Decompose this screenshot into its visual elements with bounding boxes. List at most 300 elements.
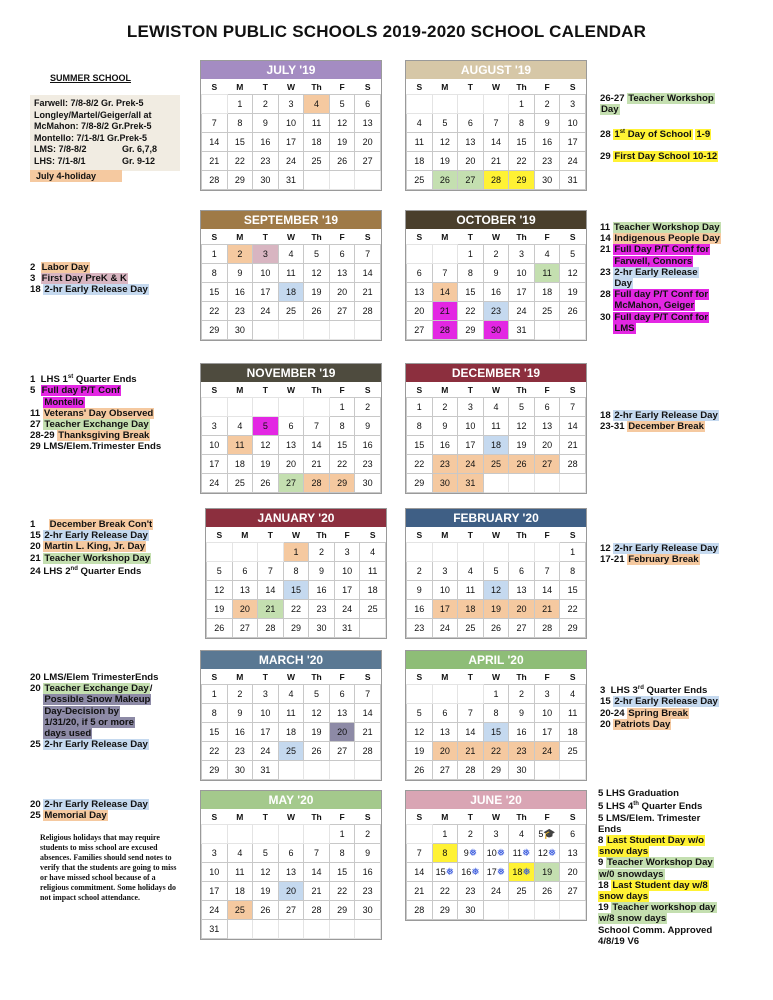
day-cell: 3	[202, 844, 228, 863]
empty-day-cell	[560, 474, 586, 493]
day-cell: 20	[329, 723, 355, 742]
week-row	[407, 863, 586, 882]
day-cell: 20	[534, 436, 560, 455]
day-cell: 10	[202, 436, 228, 455]
day-cell: 30	[309, 619, 335, 638]
empty-day-cell	[407, 685, 433, 704]
weekday-label: Th	[516, 81, 527, 92]
day-cell: 26	[253, 901, 279, 920]
day-cell: 5	[304, 685, 330, 704]
day-cell: 21	[534, 600, 560, 619]
day-cell: 30	[253, 171, 279, 190]
note-line: 26-27 Teacher Workshop	[600, 93, 714, 104]
day-cell: 25	[458, 619, 484, 638]
day-cell: 6	[534, 398, 560, 417]
day-cell: 2	[309, 543, 335, 562]
day-cell: 11	[560, 704, 586, 723]
month-header: MARCH '20	[201, 651, 381, 669]
day-cell: 15	[483, 723, 509, 742]
day-cell: 4	[458, 562, 484, 581]
weekday-label: M	[236, 231, 244, 242]
day-cell: 2	[227, 685, 253, 704]
note-line: 20 Teacher Exchange Day/	[30, 683, 153, 695]
weekday-label: M	[236, 671, 244, 682]
day-cell: 13	[560, 844, 586, 863]
day-cell: 31	[278, 171, 304, 190]
day-cell: 9	[227, 704, 253, 723]
weekday-label: S	[569, 671, 576, 682]
day-cell: 14	[258, 581, 284, 600]
week-row	[407, 114, 586, 133]
day-cell: 8	[329, 844, 355, 863]
month-header: OCTOBER '19	[406, 211, 586, 229]
notes-april	[600, 683, 765, 730]
week-row	[202, 920, 381, 939]
week-row	[202, 685, 381, 704]
weekday-label: Th	[516, 529, 527, 540]
day-cell: 14	[458, 723, 484, 742]
day-cell: 3	[278, 95, 304, 114]
note-line: LMS	[614, 322, 635, 334]
day-cell: 23	[432, 455, 458, 474]
day-cell: 28	[355, 742, 381, 761]
page-title: LEWISTON PUBLIC SCHOOLS 2019-2020 SCHOOL CALENDAR	[126, 22, 647, 41]
day-cell: 26	[407, 761, 433, 780]
day-cell: 16	[309, 581, 335, 600]
day-cell: 23	[227, 302, 253, 321]
day-cell: 27	[458, 171, 484, 190]
day-cell: 27	[278, 901, 304, 920]
day-cell: 12	[407, 723, 433, 742]
day-cell: 20	[458, 152, 484, 171]
day-cell: 10	[560, 114, 586, 133]
calendar-december-2019	[405, 363, 587, 494]
note-line: 3 LHS 3rd Quarter Ends	[600, 685, 708, 697]
weekday-label: Th	[311, 231, 322, 242]
day-cell: 25	[227, 474, 253, 493]
day-cell: 18	[407, 152, 433, 171]
note-line: 20 Patriots Day	[600, 718, 671, 730]
snowflake-icon: ❅	[547, 847, 557, 859]
day-cell: 14	[407, 863, 433, 882]
day-cell: 16	[227, 723, 253, 742]
week-row	[407, 543, 586, 562]
note-line: 15 2-hr Early Release Day	[30, 530, 148, 542]
notes-september	[30, 262, 195, 296]
day-cell: 12	[329, 114, 355, 133]
day-cell: 20	[232, 600, 258, 619]
weekday-label: T	[467, 811, 473, 822]
empty-day-cell	[560, 901, 586, 920]
week-row	[202, 171, 381, 190]
day-cell: 13	[458, 133, 484, 152]
day-cell: 24	[560, 152, 586, 171]
note-line: 11 Veterans' Day Observed	[30, 407, 154, 419]
day-cell: 28	[407, 901, 433, 920]
empty-day-cell	[278, 321, 304, 340]
week-row	[202, 133, 381, 152]
day-cell: 28	[432, 321, 458, 340]
week-row	[407, 152, 586, 171]
day-cell: 27	[355, 152, 381, 171]
week-row	[407, 171, 586, 190]
notes-june	[598, 788, 768, 947]
day-cell: 29	[458, 321, 484, 340]
day-cell: 10	[278, 114, 304, 133]
note-line: 8 Last Student Day w/o	[598, 835, 705, 846]
day-cell: 27	[534, 455, 560, 474]
day-cell: 8	[407, 417, 433, 436]
day-cell: 22	[329, 455, 355, 474]
weekday-label: T	[467, 384, 473, 395]
weekday-label: S	[569, 81, 576, 92]
day-cell: 27	[407, 321, 433, 340]
day-cell: 13	[232, 581, 258, 600]
weekday-label: M	[441, 81, 449, 92]
note-line: Day	[614, 278, 632, 290]
day-cell: 6	[355, 95, 381, 114]
day-cell: 8	[483, 704, 509, 723]
empty-day-cell	[534, 761, 560, 780]
day-cell: 10	[534, 704, 560, 723]
week-row	[407, 600, 586, 619]
day-cell: 23	[483, 302, 509, 321]
weekday-label: F	[544, 529, 550, 540]
weekday-label: S	[364, 384, 371, 395]
day-cell: 8	[458, 264, 484, 283]
calendar-june-2020	[405, 790, 587, 921]
snowflake-icon: ❅	[496, 847, 506, 859]
note-line: 28-29 Thanksgiving Break	[30, 430, 150, 442]
notes-may	[30, 799, 195, 821]
note-line: 17-21 February Break	[600, 554, 699, 566]
weekday-label: Th	[516, 384, 527, 395]
summer-school-box	[30, 95, 180, 171]
day-cell: 5	[207, 562, 233, 581]
day-cell: 15	[407, 436, 433, 455]
day-cell: 19	[304, 283, 330, 302]
day-cell: 6	[329, 685, 355, 704]
week-row	[202, 825, 381, 844]
week-row	[202, 761, 381, 780]
day-cell: 29	[560, 619, 586, 638]
day-cell: 3	[458, 398, 484, 417]
week-row	[202, 245, 381, 264]
snowflake-icon: ❅	[522, 866, 531, 878]
summer-line: Farwell: 7/8-8/2 Gr. Prek-5	[34, 98, 144, 108]
day-cell: 2	[355, 825, 381, 844]
weekday-label: M	[236, 811, 244, 822]
note-line: 5 LMS/Elem. Trimester	[598, 812, 701, 824]
calendar-october-2019	[405, 210, 587, 341]
day-cell: 22	[227, 152, 253, 171]
weekday-label: W	[491, 529, 500, 540]
day-cell: 7	[534, 562, 560, 581]
week-row	[407, 436, 586, 455]
day-cell: 13	[432, 723, 458, 742]
month-header: FEBRUARY '20	[406, 509, 586, 527]
day-cell: 17❅	[483, 863, 509, 882]
weekday-label: M	[441, 811, 449, 822]
note-line: w/0 snowdays	[599, 868, 664, 880]
day-cell: 5	[407, 704, 433, 723]
day-cell: 7	[355, 685, 381, 704]
day-cell: 12❅	[534, 844, 560, 863]
day-cell: 18	[227, 882, 253, 901]
day-cell: 15	[560, 581, 586, 600]
weekday-label: F	[339, 231, 345, 242]
week-row	[202, 417, 381, 436]
day-cell: 3	[483, 825, 509, 844]
calendar-january-2020	[205, 508, 387, 639]
week-row	[407, 474, 586, 493]
empty-day-cell	[202, 825, 228, 844]
day-cell: 11	[483, 417, 509, 436]
week-row	[407, 245, 586, 264]
note-line	[600, 140, 765, 151]
day-cell: 5	[483, 562, 509, 581]
day-cell: 21	[355, 723, 381, 742]
weekday-label: S	[569, 811, 576, 822]
day-cell: 17	[560, 133, 586, 152]
day-cell: 1	[407, 398, 433, 417]
day-cell: 7	[560, 398, 586, 417]
empty-day-cell	[329, 761, 355, 780]
day-cell: 1	[202, 685, 228, 704]
day-cell: 2	[458, 825, 484, 844]
week-row	[407, 283, 586, 302]
weekday-label: T	[262, 811, 268, 822]
weekday-label: W	[291, 529, 300, 540]
day-cell: 18	[227, 455, 253, 474]
day-cell: 9	[355, 417, 381, 436]
weekday-label: S	[569, 529, 576, 540]
note-line: 11 Teacher Workshop Day	[600, 222, 720, 233]
day-cell: 6	[560, 825, 586, 844]
calendar-september-2019	[200, 210, 382, 341]
day-cell: 1	[458, 245, 484, 264]
day-cell: 14	[560, 417, 586, 436]
day-cell: 23	[253, 152, 279, 171]
day-cell: 26	[483, 619, 509, 638]
note-line: 4/8/19 V6	[598, 935, 640, 947]
month-header: JUNE '20	[406, 791, 586, 809]
day-cell: 1	[283, 543, 309, 562]
day-cell: 27	[232, 619, 258, 638]
day-cell: 19	[207, 600, 233, 619]
empty-day-cell	[329, 321, 355, 340]
weekday-label: T	[467, 671, 473, 682]
month-header: APRIL '20	[406, 651, 586, 669]
weekday-label: F	[544, 671, 550, 682]
day-cell: 4	[560, 685, 586, 704]
day-cell: 12	[304, 264, 330, 283]
day-cell: 31	[560, 171, 586, 190]
note-line: 24 LHS 2nd Quarter Ends	[30, 565, 142, 577]
week-row	[202, 723, 381, 742]
weekday-label: Th	[516, 811, 527, 822]
empty-day-cell	[202, 95, 228, 114]
day-cell: 9	[432, 417, 458, 436]
week-row	[207, 543, 386, 562]
empty-day-cell	[227, 398, 253, 417]
note-line: Farwell, Connors	[614, 255, 693, 267]
empty-day-cell	[534, 474, 560, 493]
day-cell: 14	[355, 704, 381, 723]
day-cell: 19	[407, 742, 433, 761]
weekday-label: W	[286, 231, 295, 242]
religious-holidays-note: Religious holidays that may require students to miss school are excused absences. Families should send notes to verify that the students are going to miss or have missed school because of a religious commitment. Some holidays do not impact school attendance.	[40, 833, 177, 902]
day-cell: 9	[483, 264, 509, 283]
day-cell: 30	[227, 761, 253, 780]
week-row	[407, 581, 586, 600]
day-cell: 25	[509, 882, 535, 901]
day-cell: 28	[534, 619, 560, 638]
notes-march	[30, 672, 200, 750]
day-cell: 22	[202, 302, 228, 321]
day-cell: 12	[253, 863, 279, 882]
day-cell: 24	[202, 901, 228, 920]
day-cell: 17	[202, 882, 228, 901]
day-cell: 21	[304, 882, 330, 901]
day-cell: 21	[483, 152, 509, 171]
day-cell: 11❅	[509, 844, 535, 863]
day-cell: 18	[278, 283, 304, 302]
day-cell: 11	[534, 264, 560, 283]
note-line: 19 Teacher workshop day	[598, 902, 716, 914]
day-cell: 17	[458, 436, 484, 455]
weekday-label: S	[369, 529, 376, 540]
day-cell: 6	[278, 844, 304, 863]
week-row	[202, 302, 381, 321]
day-cell: 30	[483, 321, 509, 340]
day-cell: 26	[560, 302, 586, 321]
summer-school-heading: SUMMER SCHOOL	[50, 73, 131, 83]
empty-day-cell	[304, 920, 330, 939]
day-cell: 18	[278, 723, 304, 742]
day-cell: 17	[432, 600, 458, 619]
empty-day-cell	[253, 920, 279, 939]
day-cell: 21	[355, 283, 381, 302]
calendar-november-2019	[200, 363, 382, 494]
day-cell: 19	[253, 455, 279, 474]
day-cell: 3	[534, 685, 560, 704]
day-cell: 1	[202, 245, 228, 264]
day-cell: 3	[432, 562, 458, 581]
empty-day-cell	[407, 543, 433, 562]
day-cell: 30	[227, 321, 253, 340]
note-line: 28 Full day P/T Conf for	[600, 289, 709, 301]
week-row	[407, 264, 586, 283]
day-cell: 10	[334, 562, 360, 581]
empty-day-cell	[407, 245, 433, 264]
empty-day-cell	[304, 825, 330, 844]
day-cell: 19	[534, 863, 560, 882]
day-cell: 12	[509, 417, 535, 436]
day-cell: 6	[509, 562, 535, 581]
day-cell: 11	[227, 436, 253, 455]
day-cell: 14	[304, 863, 330, 882]
day-cell: 22	[432, 882, 458, 901]
day-cell: 2	[407, 562, 433, 581]
day-cell: 19	[509, 436, 535, 455]
empty-day-cell	[355, 171, 381, 190]
day-cell: 26	[534, 882, 560, 901]
day-cell: 2	[253, 95, 279, 114]
day-cell: 19	[432, 152, 458, 171]
day-cell: 7	[304, 417, 330, 436]
weekday-label: S	[416, 81, 423, 92]
empty-day-cell	[483, 95, 509, 114]
calendar-august-2019	[405, 60, 587, 191]
weekday-label: F	[544, 231, 550, 242]
summer-line: Montello: 7/1-8/1 Gr.Prek-5	[34, 132, 148, 143]
day-cell: 7	[304, 844, 330, 863]
day-cell: 26	[509, 455, 535, 474]
day-cell: 11	[227, 863, 253, 882]
day-cell: 18	[304, 133, 330, 152]
day-cell: 24	[509, 302, 535, 321]
day-cell: 5	[253, 417, 279, 436]
empty-day-cell	[483, 543, 509, 562]
weekday-label: S	[569, 384, 576, 395]
day-cell: 20	[329, 283, 355, 302]
week-row	[202, 114, 381, 133]
weekday-label: S	[364, 231, 371, 242]
day-cell: 12	[560, 264, 586, 283]
empty-day-cell	[560, 761, 586, 780]
day-cell: 2	[432, 398, 458, 417]
calendar-april-2020	[405, 650, 587, 781]
weekday-label: F	[544, 811, 550, 822]
day-cell: 5	[509, 398, 535, 417]
month-header: SEPTEMBER '19	[201, 211, 381, 229]
note-line: 3 First Day PreK & K	[30, 273, 127, 285]
day-cell: 15	[227, 133, 253, 152]
note-line: 18 Last Student day w/8	[598, 879, 708, 891]
week-row	[407, 761, 586, 780]
weekday-label: S	[211, 231, 218, 242]
day-cell: 24	[432, 619, 458, 638]
day-cell: 3	[253, 245, 279, 264]
notes-august	[600, 93, 765, 162]
day-cell: 7	[355, 245, 381, 264]
weekday-label: S	[211, 811, 218, 822]
weekday-label: T	[262, 81, 268, 92]
weekday-label: S	[211, 671, 218, 682]
day-cell: 21	[560, 436, 586, 455]
week-row	[202, 455, 381, 474]
day-cell: 19	[304, 723, 330, 742]
day-cell: 31	[334, 619, 360, 638]
day-cell: 16	[509, 723, 535, 742]
day-cell: 11	[407, 133, 433, 152]
notes-february	[600, 543, 765, 565]
day-cell: 9	[253, 114, 279, 133]
empty-day-cell	[278, 398, 304, 417]
note-line: Montello	[44, 396, 84, 408]
day-cell: 5	[560, 245, 586, 264]
day-cell: 18❅	[509, 863, 535, 882]
day-cell: 17	[334, 581, 360, 600]
day-cell: 10	[202, 863, 228, 882]
weekday-label: M	[236, 384, 244, 395]
weekday-label: T	[267, 529, 273, 540]
weekday-label: S	[211, 81, 218, 92]
note-line: 27 Teacher Exchange Day	[30, 419, 149, 430]
day-cell: 26	[329, 152, 355, 171]
day-cell: 10	[509, 264, 535, 283]
